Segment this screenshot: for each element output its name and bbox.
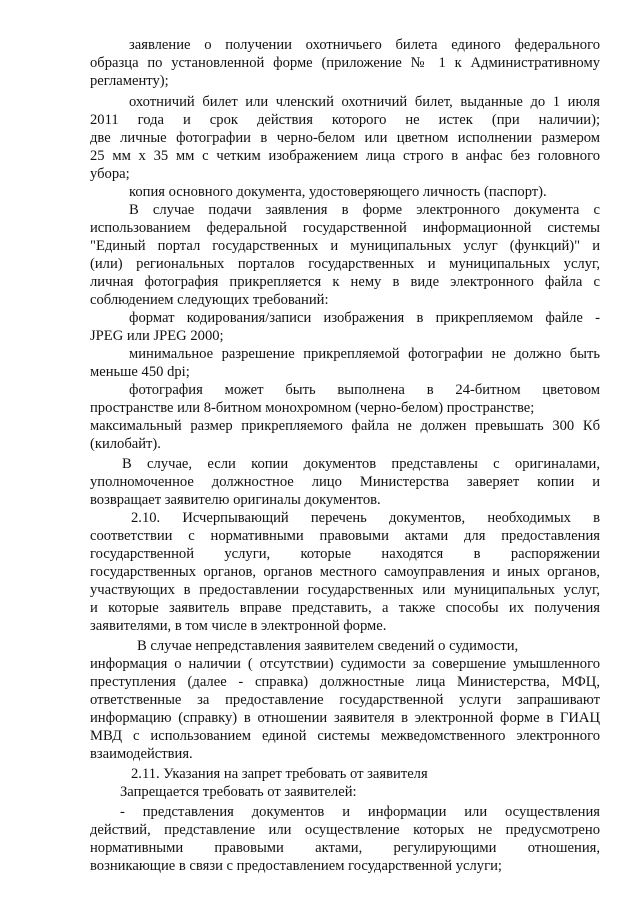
text-line: минимальное разрешение прикрепляемой фотографии не должно быть: [129, 346, 600, 362]
text-line: уполномоченное должностное лицо Министерства заверяет копии и: [90, 474, 600, 490]
text-line: МВД с использованием единой системы межведомственного электронного: [90, 728, 600, 744]
text-line: государственных органов, органов местного самоуправления и иных органов,: [90, 564, 600, 580]
text-line: JPEG или JPEG 2000;: [90, 328, 224, 344]
text-line: охотничий билет или членский охотничий билет, выданные до 1 июля: [129, 94, 600, 110]
text-line: государственной услуги, которые находятся в распоряжении: [90, 546, 600, 562]
text-line: максимальный размер прикрепляемого файла не должен превышать 300 Кб: [90, 418, 600, 434]
text-line: две личные фотографии в черно-белом или цветном исполнении размером: [90, 130, 600, 146]
text-line: 2.11. Указания на запрет требовать от заявителя: [131, 766, 428, 782]
text-line: 2011 года и срок действия которого не истек (при наличии);: [90, 112, 600, 128]
text-line: преступления (далее - справка) должностные лица Министерства, МФЦ,: [90, 674, 600, 690]
text-line: 25 мм х 35 мм с четким изображением лица строго в анфас без головного: [90, 148, 600, 164]
text-line: соблюдением следующих требований:: [90, 292, 329, 308]
text-line: использованием федеральной государственной информационной системы: [90, 220, 600, 236]
text-line: В случае непредставления заявителем сведений о судимости,: [137, 638, 519, 654]
text-line: Запрещается требовать от заявителей:: [120, 784, 357, 800]
text-line: пространстве или 8-битном монохромном (черно-белом) пространстве;: [90, 400, 535, 416]
text-line: информацию (справку) в отношении заявителя в электронной форме в ГИАЦ: [90, 710, 600, 726]
text-line: нормативными правовыми актами, регулирующими отношения,: [90, 840, 600, 856]
text-line: и которые заявитель вправе представить, а также способы их получения: [90, 600, 600, 616]
text-line: соответствии с нормативными правовыми актами для предоставления: [90, 528, 600, 544]
text-line: действий, представление или осуществление которых не предусмотрено: [90, 822, 600, 838]
text-line: - представления документов и информации или осуществления: [120, 804, 600, 820]
text-line: информация о наличии ( отсутствии) судимости за совершение умышленного: [90, 656, 600, 672]
text-line: формат кодирования/записи изображения в прикрепляемом файле -: [129, 310, 600, 326]
text-line: фотография может быть выполнена в 24-битном цветовом: [129, 382, 600, 398]
text-line: (или) региональных порталов государственных и муниципальных услуг,: [90, 256, 600, 272]
text-line: взаимодействия.: [90, 746, 193, 762]
text-line: 2.10. Исчерпывающий перечень документов, необходимых в: [131, 510, 600, 526]
text-line: образца по установленной форме (приложение № 1 к Административному: [90, 55, 600, 71]
text-line: убора;: [90, 166, 130, 182]
text-line: (килобайт).: [90, 436, 161, 452]
text-line: личная фотография прикрепляется к нему в виде электронного файла с: [90, 274, 600, 290]
text-line: копия основного документа, удостоверяющего личность (паспорт).: [129, 184, 547, 200]
text-line: участвующих в предоставлении государственных или муниципальных услуг,: [90, 582, 600, 598]
text-line: "Единый портал государственных и муниципальных услуг (функций)" и: [90, 238, 600, 254]
text-line: возникающие в связи с предоставлением государственной услуги;: [90, 858, 502, 874]
text-line: меньше 450 dpi;: [90, 364, 190, 380]
text-line: В случае, если копии документов представлены с оригиналами,: [122, 456, 600, 472]
text-line: заявление о получении охотничьего билета единого федерального: [129, 37, 600, 53]
text-line: возвращает заявителю оригиналы документов.: [90, 492, 381, 508]
text-line: регламенту);: [90, 73, 169, 89]
text-line: заявителями, в том числе в электронной форме.: [90, 618, 387, 634]
text-line: В случае подачи заявления в форме электронного документа с: [129, 202, 600, 218]
text-line: ответственные за предоставление государственной услуги запрашивают: [90, 692, 600, 708]
